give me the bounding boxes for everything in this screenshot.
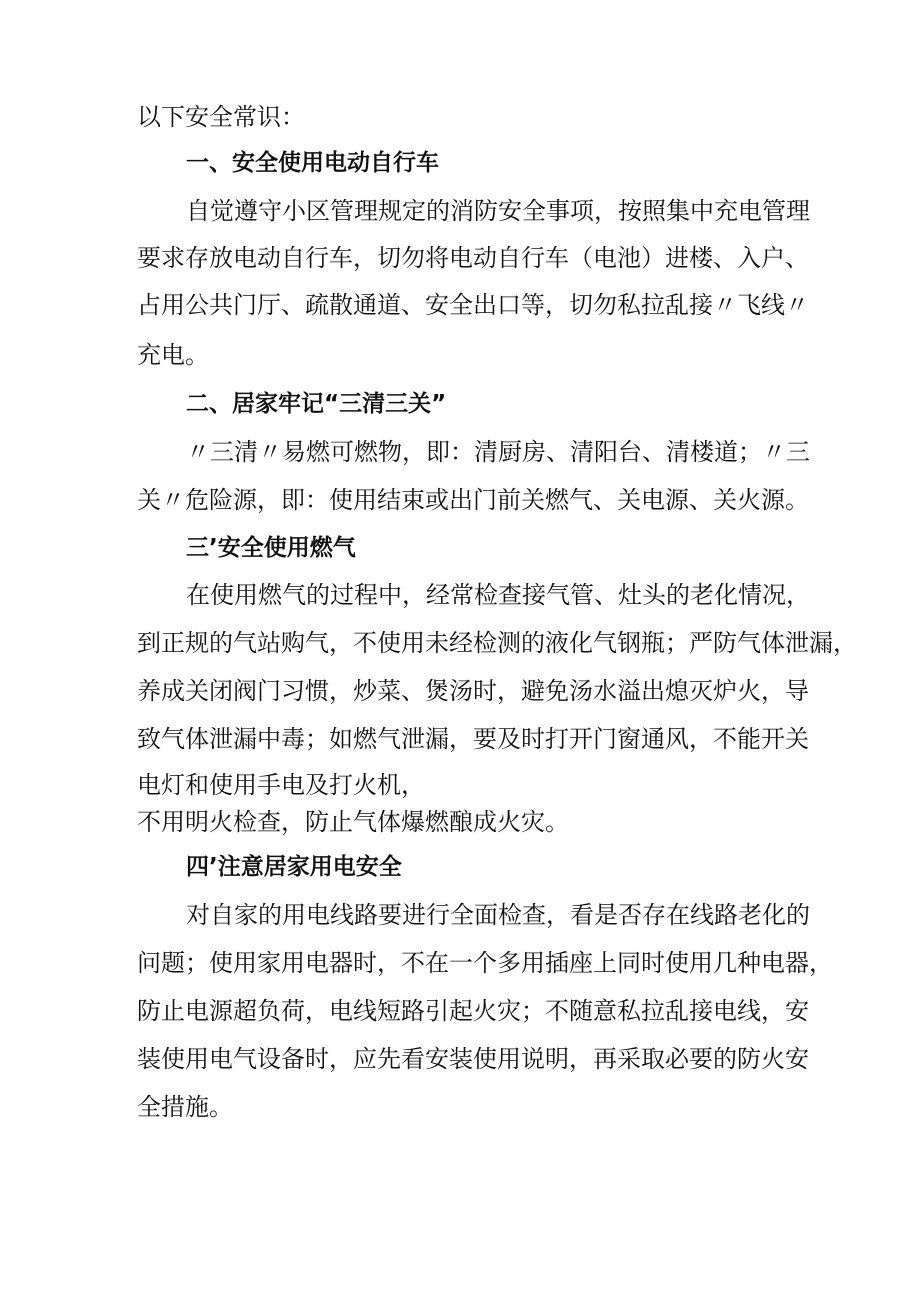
paragraph-line: 养成关闭阀门习惯，炒菜、煲汤时，避免汤水溢出熄灭炉火，导 xyxy=(137,677,809,705)
section-heading: 一、安全使用电动自行车 xyxy=(186,150,439,176)
paragraph-line: 〃三清〃易燃可燃物，即：清厨房、清阳台、清楼道；〃三 xyxy=(186,438,810,466)
paragraph-line: 问题；使用家用电器时，不在一个多用插座上同时使用几种电器， xyxy=(137,949,833,977)
paragraph-line: 占用公共门厅、疏散通道、安全出口等，切勿私拉乱接〃飞线〃 xyxy=(137,291,809,319)
paragraph-line: 电灯和使用手电及打火机， xyxy=(137,771,425,799)
paragraph-line: 充电。 xyxy=(137,341,209,369)
paragraph-line: 要求存放电动自行车，切勿将电动自行车（电池）进楼、入户、 xyxy=(137,244,809,272)
paragraph-line: 到正规的气站购气，不使用未经检测的液化气钢瓶；严防气体泄漏， xyxy=(137,629,857,657)
paragraph-line: 防止电源超负荷，电线短路引起火灾；不随意私拉乱接电线，安 xyxy=(137,997,809,1025)
paragraph-line: 全措施。 xyxy=(137,1093,233,1121)
section-heading: 三’安全使用燃气 xyxy=(186,535,356,561)
paragraph-line: 在使用燃气的过程中，经常检查接气管、灶头的老化情况， xyxy=(186,581,810,609)
section-heading: 二、居家牢记“三清三关” xyxy=(186,391,447,417)
section-heading: 四’注意居家用电安全 xyxy=(186,854,402,880)
paragraph-line: 不用明火检查，防止气体爆燃酿成火灾。 xyxy=(137,808,569,836)
paragraph-line: 装使用电气设备时，应先看安装使用说明，再采取必要的防火安 xyxy=(137,1045,809,1073)
paragraph-line: 对自家的用电线路要进行全面检查，看是否存在线路老化的 xyxy=(186,901,810,929)
intro-text: 以下安全常识： xyxy=(137,103,305,131)
paragraph-line: 自觉遵守小区管理规定的消防安全事项，按照集中充电管理 xyxy=(186,197,810,225)
paragraph-line: 关〃危险源，即：使用结束或出门前关燃气、关电源、关火源。 xyxy=(137,486,809,514)
paragraph-line: 致气体泄漏中毒；如燃气泄漏，要及时打开门窗通风，不能开关 xyxy=(137,725,809,753)
